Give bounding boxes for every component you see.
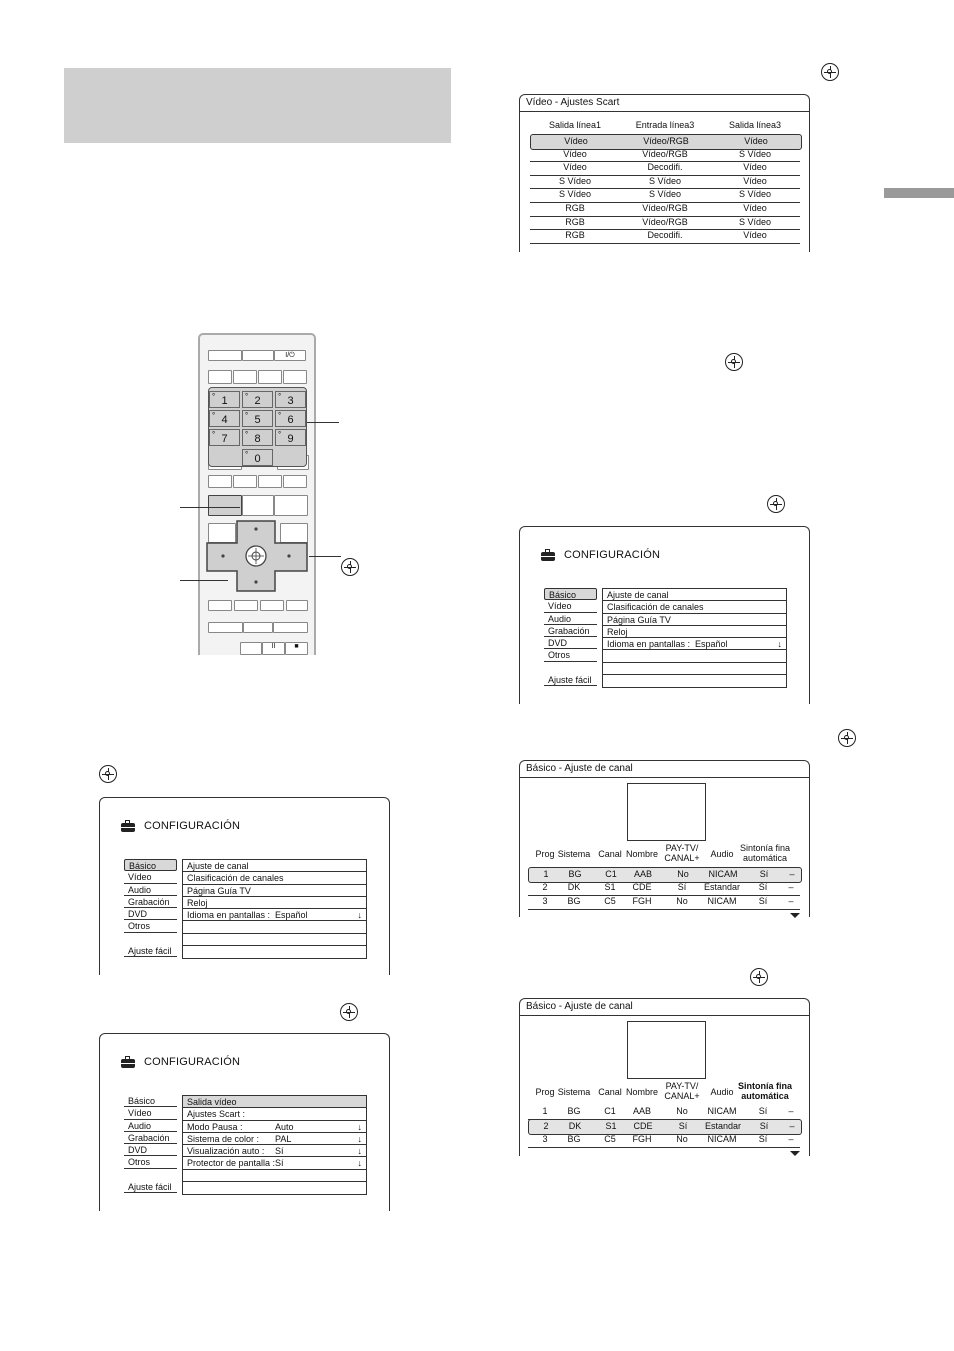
table-cell: RGB (565, 203, 585, 213)
table-cell: DK (567, 882, 581, 892)
table-cell: BG (567, 1106, 581, 1116)
table-cell: Sí (758, 1106, 768, 1116)
column-header: Entrada línea3 (635, 120, 695, 130)
table-cell: Vídeo/RGB (643, 136, 689, 146)
table-cell: No (676, 1134, 688, 1144)
menu-option-row[interactable] (603, 614, 786, 626)
table-cell: 1 (542, 1106, 548, 1116)
option-label: Clasificación de canales (187, 873, 284, 884)
option-label: Sistema de color : (187, 1133, 260, 1144)
scart-option-row[interactable] (530, 188, 800, 203)
channel-row[interactable] (528, 1133, 800, 1148)
config-left-menu (124, 1095, 177, 1193)
option-value: Sí (275, 1158, 284, 1169)
table-cell: S Vídeo (648, 189, 682, 200)
toolbox-icon (121, 1059, 135, 1068)
config-right-menu (182, 859, 367, 959)
direction-pad[interactable] (205, 519, 309, 593)
column-header: Sistema (557, 1087, 591, 1097)
column-header: PAY-TV/ CANAL+ (664, 1081, 700, 1101)
menu-item[interactable]: Básico (544, 588, 597, 600)
scart-option-row[interactable] (530, 161, 800, 176)
channel-header-row (528, 843, 802, 863)
option-label: Página Guía TV (607, 614, 671, 625)
table-cell: C5 (604, 896, 616, 906)
menu-option-row (183, 946, 366, 958)
down-arrow-icon: ↓ (357, 1133, 362, 1144)
enter-icon (340, 1003, 358, 1021)
remote-button[interactable] (273, 622, 308, 633)
remote-button[interactable] (234, 600, 258, 611)
table-cell: No (676, 896, 688, 906)
table-cell: S1 (604, 882, 616, 892)
play-button[interactable] (243, 622, 273, 633)
column-header: PAY-TV/ CANAL+ (664, 843, 700, 863)
table-cell: NICAM (708, 869, 738, 879)
scart-option-row[interactable] (530, 148, 800, 163)
number-key-4[interactable]: ° 4 (209, 410, 240, 427)
menu-item[interactable]: DVD (124, 908, 177, 920)
option-value: Español (695, 639, 728, 650)
number-key-1[interactable]: ° 1 (209, 391, 240, 408)
config-left-menu (544, 588, 597, 686)
option-label: Ajustes Scart : (187, 1109, 246, 1120)
menu-item[interactable]: Otros (124, 920, 177, 932)
down-arrow-icon: ↓ (357, 1121, 362, 1132)
menu-option-row (183, 1170, 366, 1182)
option-label: Protector de pantalla : (187, 1158, 276, 1169)
table-cell: AAB (632, 1106, 651, 1116)
menu-item[interactable]: Grabación (124, 1132, 177, 1144)
config-right-menu (602, 588, 787, 688)
config-title: CONFIGURACIÓN (564, 549, 661, 561)
column-header: Sintonía fina automática (739, 843, 791, 863)
config-title: CONFIGURACIÓN (144, 820, 241, 832)
callout-line (307, 422, 339, 423)
scart-option-row[interactable] (530, 202, 800, 217)
table-cell: No (677, 869, 689, 879)
table-cell: Sí (758, 896, 768, 906)
column-header: Prog (535, 1087, 555, 1097)
menu-item[interactable]: Ajuste fácil (124, 1181, 177, 1193)
table-cell: C1 (604, 1106, 616, 1116)
menu-item[interactable]: Ajuste fácil (544, 674, 597, 686)
column-header: Canal (598, 1087, 622, 1097)
column-header: Audio (710, 1087, 734, 1097)
screen-title: Vídeo - Ajustes Scart (520, 95, 809, 112)
column-header: Sistema (557, 849, 591, 859)
scroll-down-icon[interactable] (790, 1151, 800, 1156)
table-cell: Estandar (704, 882, 741, 892)
table-cell: S Vídeo (738, 216, 772, 227)
table-cell: – (788, 896, 794, 906)
enter-icon (99, 765, 117, 783)
table-cell: S Vídeo (648, 175, 682, 186)
remote-button[interactable] (208, 350, 242, 361)
table-cell: NICAM (707, 1106, 737, 1116)
table-cell: 2 (543, 1121, 549, 1131)
remote-button[interactable] (233, 475, 257, 488)
table-cell: Sí (678, 1121, 688, 1131)
table-cell: BG (567, 1134, 581, 1144)
tv-picture (627, 1021, 706, 1079)
menu-option-row[interactable] (603, 601, 786, 613)
number-key-5[interactable]: ° 5 (242, 410, 273, 427)
scart-table (530, 119, 800, 249)
table-cell: Decodifi. (647, 230, 683, 241)
table-cell: S1 (605, 1121, 617, 1131)
table-cell: Sí (758, 882, 768, 892)
table-cell: – (789, 869, 795, 879)
down-arrow-icon: ↓ (357, 910, 362, 921)
menu-option-row[interactable] (183, 1108, 366, 1120)
menu-item[interactable]: Audio (124, 1120, 177, 1132)
menu-item[interactable]: DVD (124, 1144, 177, 1156)
option-label: Idioma en pantallas : (187, 910, 271, 921)
config-left-menu (124, 859, 177, 957)
table-cell: Vídeo (743, 230, 767, 241)
option-label: Clasificación de canales (607, 602, 704, 613)
table-cell: Vídeo (743, 162, 767, 173)
remote-button[interactable] (242, 495, 274, 516)
column-header: Salida línea3 (728, 120, 782, 130)
option-label: Visualización auto : (187, 1146, 265, 1157)
channel-setup-screen-2 (519, 998, 810, 1156)
callout-line (180, 507, 240, 508)
table-cell: 1 (543, 869, 549, 879)
table-cell: Sí (759, 869, 769, 879)
table-cell: Vídeo/RGB (642, 216, 688, 227)
channel-row[interactable] (528, 895, 800, 910)
table-cell: C5 (604, 1134, 616, 1144)
menu-item[interactable]: Vídeo (124, 871, 177, 883)
remote-button[interactable] (208, 475, 232, 488)
down-arrow-icon: ↓ (357, 1158, 362, 1169)
menu-spacer (124, 933, 177, 945)
number-key-7[interactable]: ° 7 (209, 429, 240, 446)
table-cell: – (788, 1106, 794, 1116)
channel-setup-screen-1 (519, 760, 810, 917)
menu-option-row[interactable] (183, 897, 366, 909)
remote-button[interactable] (208, 622, 243, 633)
menu-item[interactable]: Ajuste fácil (124, 945, 177, 957)
menu-option-row (183, 1182, 366, 1194)
table-cell: CDE (632, 882, 652, 892)
remote-button[interactable] (283, 370, 307, 384)
menu-item[interactable]: DVD (544, 637, 597, 649)
column-header: Prog (535, 849, 555, 859)
menu-option-row[interactable] (603, 589, 786, 601)
screen-title: Básico - Ajuste de canal (520, 761, 809, 778)
menu-option-row[interactable] (183, 860, 366, 872)
config-screen-right (519, 526, 810, 704)
scart-header-row (530, 119, 800, 131)
screen-title: Básico - Ajuste de canal (520, 999, 809, 1016)
enter-icon (838, 729, 856, 747)
remote-control (198, 333, 316, 655)
menu-item[interactable]: Vídeo (124, 1107, 177, 1119)
menu-option-row[interactable] (183, 1145, 366, 1157)
down-arrow-icon: ↓ (357, 1146, 362, 1157)
menu-option-row (183, 921, 366, 933)
table-cell: Sí (677, 882, 687, 892)
pause-button[interactable]: II (262, 642, 285, 655)
scroll-down-icon[interactable] (790, 913, 800, 918)
down-arrow-icon: ↓ (777, 639, 782, 650)
table-cell: – (789, 1121, 795, 1131)
table-cell: BG (567, 896, 581, 906)
enter-icon (725, 353, 743, 371)
scart-option-row[interactable] (530, 216, 800, 231)
table-cell: Vídeo (563, 148, 587, 159)
table-cell: FGH (632, 896, 652, 906)
scart-settings-screen (519, 94, 810, 252)
menu-item[interactable]: Grabación (124, 896, 177, 908)
menu-option-row[interactable] (183, 1096, 366, 1108)
enter-icon (750, 968, 768, 986)
table-cell: FGH (632, 1134, 652, 1144)
remote-button[interactable] (286, 600, 308, 611)
toolbox-icon (121, 823, 135, 832)
number-key-6[interactable]: ° 6 (275, 410, 306, 427)
menu-item[interactable]: Audio (124, 884, 177, 896)
column-header: Sintonía fina automática (738, 1081, 792, 1101)
system-menu-button[interactable] (208, 495, 242, 516)
number-key-2[interactable]: ° 2 (242, 391, 273, 408)
menu-option-row[interactable] (603, 638, 786, 650)
table-cell: RGB (565, 230, 585, 241)
option-label: Ajuste de canal (187, 861, 249, 871)
table-cell: RGB (565, 216, 585, 227)
menu-item[interactable]: Audio (544, 613, 597, 625)
table-cell: 3 (542, 896, 548, 906)
enter-icon (341, 558, 359, 576)
menu-option-row[interactable] (183, 1157, 366, 1169)
remote-button[interactable] (258, 370, 282, 384)
table-cell: No (676, 1106, 688, 1116)
option-value: Auto (275, 1121, 294, 1132)
table-cell: 3 (542, 1134, 548, 1144)
menu-item[interactable]: Grabación (544, 625, 597, 637)
number-key-0[interactable]: ° 0 (242, 449, 273, 466)
table-cell: Sí (759, 1121, 769, 1131)
config-right-menu (182, 1095, 367, 1195)
side-tab-marker (884, 188, 954, 198)
table-cell: Sí (758, 1134, 768, 1144)
config-screen-left-1 (99, 797, 390, 975)
remote-button[interactable] (242, 350, 274, 361)
channel-row[interactable] (528, 881, 800, 896)
table-cell: Vídeo/RGB (642, 203, 688, 213)
menu-option-row (603, 650, 786, 662)
table-cell: BG (568, 869, 582, 879)
table-cell: NICAM (707, 1134, 737, 1144)
option-value: Sí (275, 1146, 284, 1157)
remote-button[interactable] (260, 600, 284, 611)
remote-button[interactable] (258, 475, 282, 488)
remote-button[interactable] (208, 370, 232, 384)
stop-button[interactable]: ■ (285, 642, 308, 655)
enter-icon (821, 63, 839, 81)
enter-icon (767, 495, 785, 513)
number-key-8[interactable]: ° 8 (242, 429, 273, 446)
callout-line (180, 580, 228, 581)
table-cell: AAB (633, 869, 652, 879)
column-header: Nombre (625, 1087, 658, 1097)
menu-option-row[interactable] (183, 1121, 366, 1133)
table-cell: S Vídeo (558, 189, 592, 200)
table-cell: S Vídeo (558, 175, 592, 186)
table-cell: CDE (633, 1121, 653, 1131)
section-header-box (64, 68, 451, 143)
option-label: Reloj (607, 626, 628, 637)
option-label: Ajuste de canal (607, 590, 669, 600)
table-cell: Vídeo (744, 136, 768, 146)
table-cell: NICAM (707, 896, 737, 906)
option-label: Página Guía TV (187, 885, 251, 896)
menu-option-row (183, 934, 366, 946)
scart-option-row[interactable] (530, 175, 800, 190)
table-cell: Vídeo/RGB (642, 148, 688, 159)
menu-item[interactable]: Básico (124, 1095, 177, 1107)
remote-button[interactable] (240, 642, 262, 655)
table-cell: Vídeo (743, 203, 767, 213)
table-cell: Vídeo (564, 136, 588, 146)
menu-option-row[interactable] (183, 872, 366, 884)
menu-spacer (124, 1169, 177, 1181)
remote-button[interactable] (283, 475, 307, 488)
option-value: PAL (275, 1133, 292, 1144)
remote-button[interactable] (274, 495, 308, 516)
column-header: Nombre (625, 849, 658, 859)
number-key-9[interactable]: ° 9 (275, 429, 306, 446)
menu-item[interactable]: Otros (124, 1156, 177, 1168)
option-label: Reloj (187, 897, 208, 908)
menu-option-row[interactable] (183, 885, 366, 897)
remote-button[interactable] (208, 600, 232, 611)
tv-picture (627, 783, 706, 841)
menu-option-row (603, 663, 786, 675)
column-header: Canal (598, 849, 622, 859)
remote-button[interactable] (233, 370, 257, 384)
option-value: Español (275, 910, 308, 921)
channel-table (528, 843, 802, 915)
scart-option-row[interactable] (530, 229, 800, 244)
channel-header-row (528, 1081, 802, 1101)
config-screen-left-2 (99, 1033, 390, 1211)
option-label: Modo Pausa : (187, 1121, 243, 1132)
menu-option-row[interactable] (183, 1133, 366, 1145)
menu-option-row (603, 675, 786, 687)
menu-item[interactable]: Básico (124, 859, 177, 871)
menu-option-row[interactable] (183, 909, 366, 921)
table-cell: S Vídeo (738, 148, 772, 159)
table-cell: Vídeo (563, 162, 587, 173)
column-header: Salida línea1 (548, 120, 602, 130)
number-key-3[interactable]: ° 3 (275, 391, 306, 408)
power-button[interactable]: I/⏻ (274, 350, 306, 361)
table-cell: 2 (542, 882, 548, 892)
toolbox-icon (541, 552, 555, 561)
config-title: CONFIGURACIÓN (144, 1056, 241, 1068)
option-label: Idioma en pantallas : (607, 639, 691, 650)
table-cell: – (788, 882, 794, 892)
menu-item[interactable]: Vídeo (544, 600, 597, 612)
table-cell: Estandar (705, 1121, 742, 1131)
table-cell: S Vídeo (738, 189, 772, 200)
menu-option-row[interactable] (603, 626, 786, 638)
table-cell: Decodifi. (647, 162, 683, 173)
option-label: Salida vídeo (187, 1097, 237, 1107)
menu-item[interactable]: Otros (544, 649, 597, 661)
table-cell: Vídeo (743, 175, 767, 186)
column-header: Audio (710, 849, 734, 859)
channel-row[interactable] (528, 1105, 800, 1120)
menu-spacer (544, 662, 597, 674)
table-cell: C1 (605, 869, 617, 879)
table-cell: DK (568, 1121, 582, 1131)
callout-line (309, 556, 341, 557)
channel-table (528, 1081, 802, 1153)
table-cell: – (788, 1134, 794, 1144)
